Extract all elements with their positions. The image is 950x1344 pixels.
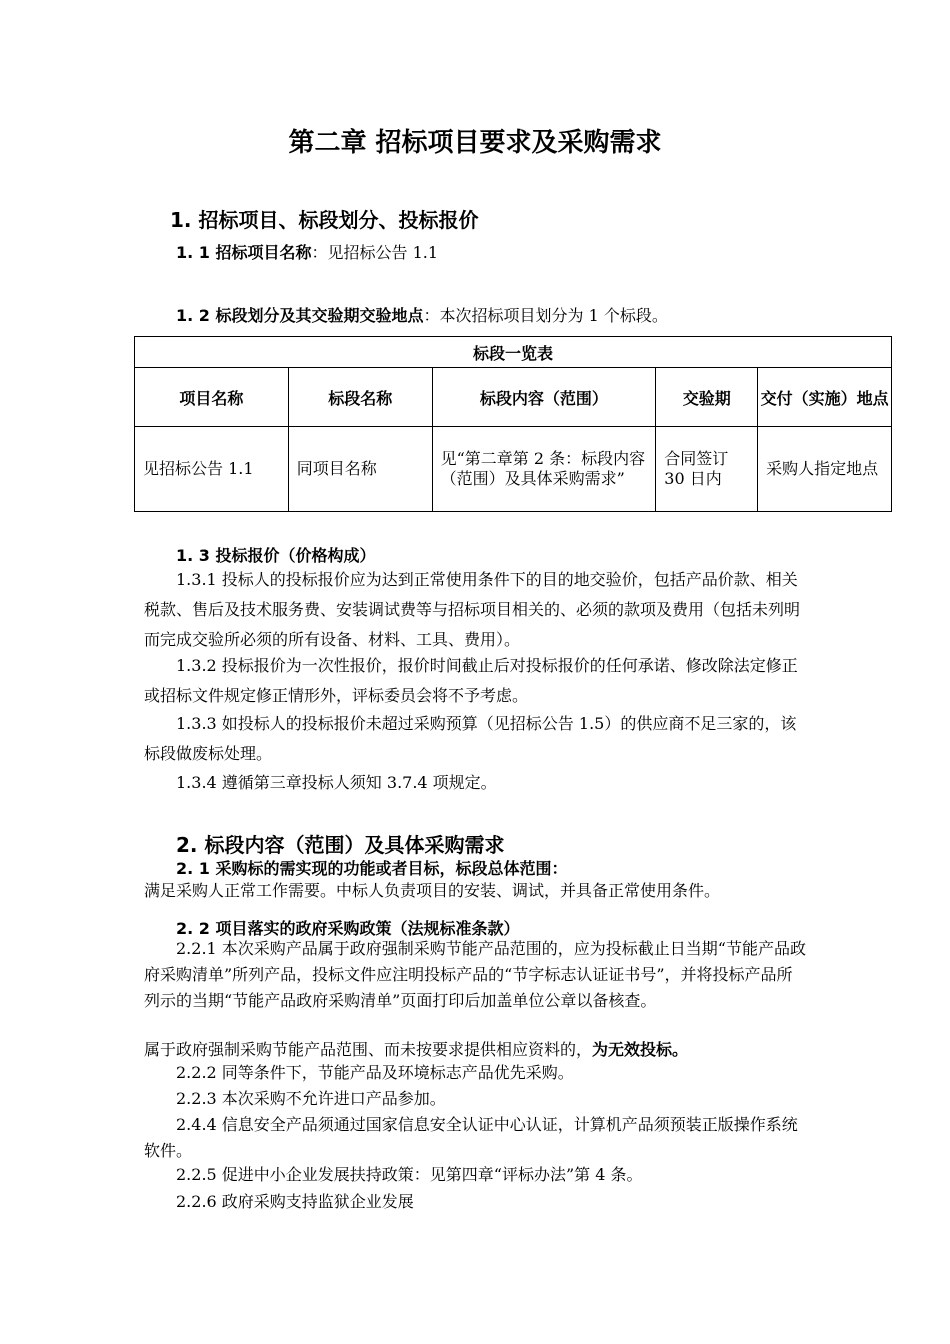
table-cell: 合同签订 30 日内 [656,427,758,512]
bid-section-table [134,336,892,512]
section-1-heading: 1. 招标项目、标段划分、投标报价 [170,208,479,232]
table-header-cell: 标段内容（范围） [432,368,656,427]
paragraph-2-2-2: 2.2.2 同等条件下，节能产品及环境标志产品优先采购。 [176,1063,574,1082]
item-1-1-label: 1. 1 招标项目名称 [176,243,312,262]
item-2-1-heading: 2. 1 采购标的需实现的功能或者目标，标段总体范围： [176,859,568,878]
note-bold-text: 为无效投标。 [592,1040,689,1059]
item-2-2-heading: 2. 2 项目落实的政府采购政策（法规标准条款） [176,919,520,938]
table-cell: 采购人指定地点 [758,427,892,512]
section-2-heading: 2. 标段内容（范围）及具体采购需求 [176,833,505,857]
table-cell: 见招标公告 1.1 [135,427,289,512]
table-caption-row [135,337,892,368]
paragraph-2-2-3: 2.2.3 本次采购不允许进口产品参加。 [176,1089,446,1108]
paragraph-2-2-1: 2.2.1 本次采购产品属于政府强制采购节能产品范围的，应为投标截止日当期“节能产品政府采购清单”所列产品，投标文件应注明投标产品的“节字标志认证证书号”，并将投标产品所列示的当期“节能产品政府采购清单”页面打印后加盖单位公章以备核查。 [144,939,806,1010]
item-1-2-text: ：本次招标项目划分为 1 个标段。 [423,306,668,325]
table-header-row [135,368,892,427]
table-cell: 同项目名称 [288,427,432,512]
paragraph-2-4-4: 2.4.4 信息安全产品须通过国家信息安全认证中心认证，计算机产品须预装正版操作系统软件。 [144,1115,798,1160]
table-row [135,427,892,512]
paragraph-1-3-2: 1.3.2 投标报价为一次性报价，报价时间截止后对投标报价的任何承诺、修改除法定修正或招标文件规定修正情形外，评标委员会将不予考虑。 [144,656,798,705]
item-2-1-text: 满足采购人正常工作需要。中标人负责项目的安装、调试，并具备正常使用条件。 [144,881,721,900]
item-1-2 [176,303,668,326]
table-header-cell: 项目名称 [135,368,289,427]
page-title: 第二章 招标项目要求及采购需求 [288,128,662,158]
paragraph-1-3-1: 1.3.1 投标人的投标报价应为达到正常使用条件下的目的地交验价，包括产品价款、相关税款、售后及技术服务费、安装调试费等与招标项目相关的、必须的款项及费用（包括未列明而完成交验所必须的所有设备、材料、工具、费用）。 [144,570,801,649]
paragraph-2-2-6: 2.2.6 政府采购支持监狱企业发展 [176,1192,414,1211]
paragraph-2-2-5: 2.2.5 促进中小企业发展扶持政策：见第四章“评标办法”第 4 条。 [176,1165,643,1184]
item-1-1 [176,240,438,263]
item-1-2-label: 1. 2 标段划分及其交验期交验地点 [176,306,424,325]
item-1-3-heading: 1. 3 投标报价（价格构成） [176,546,376,565]
table-header-cell: 标段名称 [288,368,432,427]
paragraph-2-2-1-note [144,1037,688,1060]
note-normal-text: 属于政府强制采购节能产品范围、而未按要求提供相应资料的， [144,1040,593,1059]
paragraph-1-3-3: 1.3.3 如投标人的投标报价未超过采购预算（见招标公告 1.5）的供应商不足三家的，该标段做废标处理。 [144,714,797,763]
table-header-cell: 交验期 [656,368,758,427]
paragraph-1-3-4: 1.3.4 遵循第三章投标人须知 3.7.4 项规定。 [176,773,497,792]
table-cell: 见“第二章第 2 条：标段内容（范围）及具体采购需求” [432,427,656,512]
item-1-1-text: ：见招标公告 1.1 [311,243,439,262]
table-header-cell: 交付（实施）地点 [758,368,892,427]
table-caption: 标段一览表 [135,337,892,368]
